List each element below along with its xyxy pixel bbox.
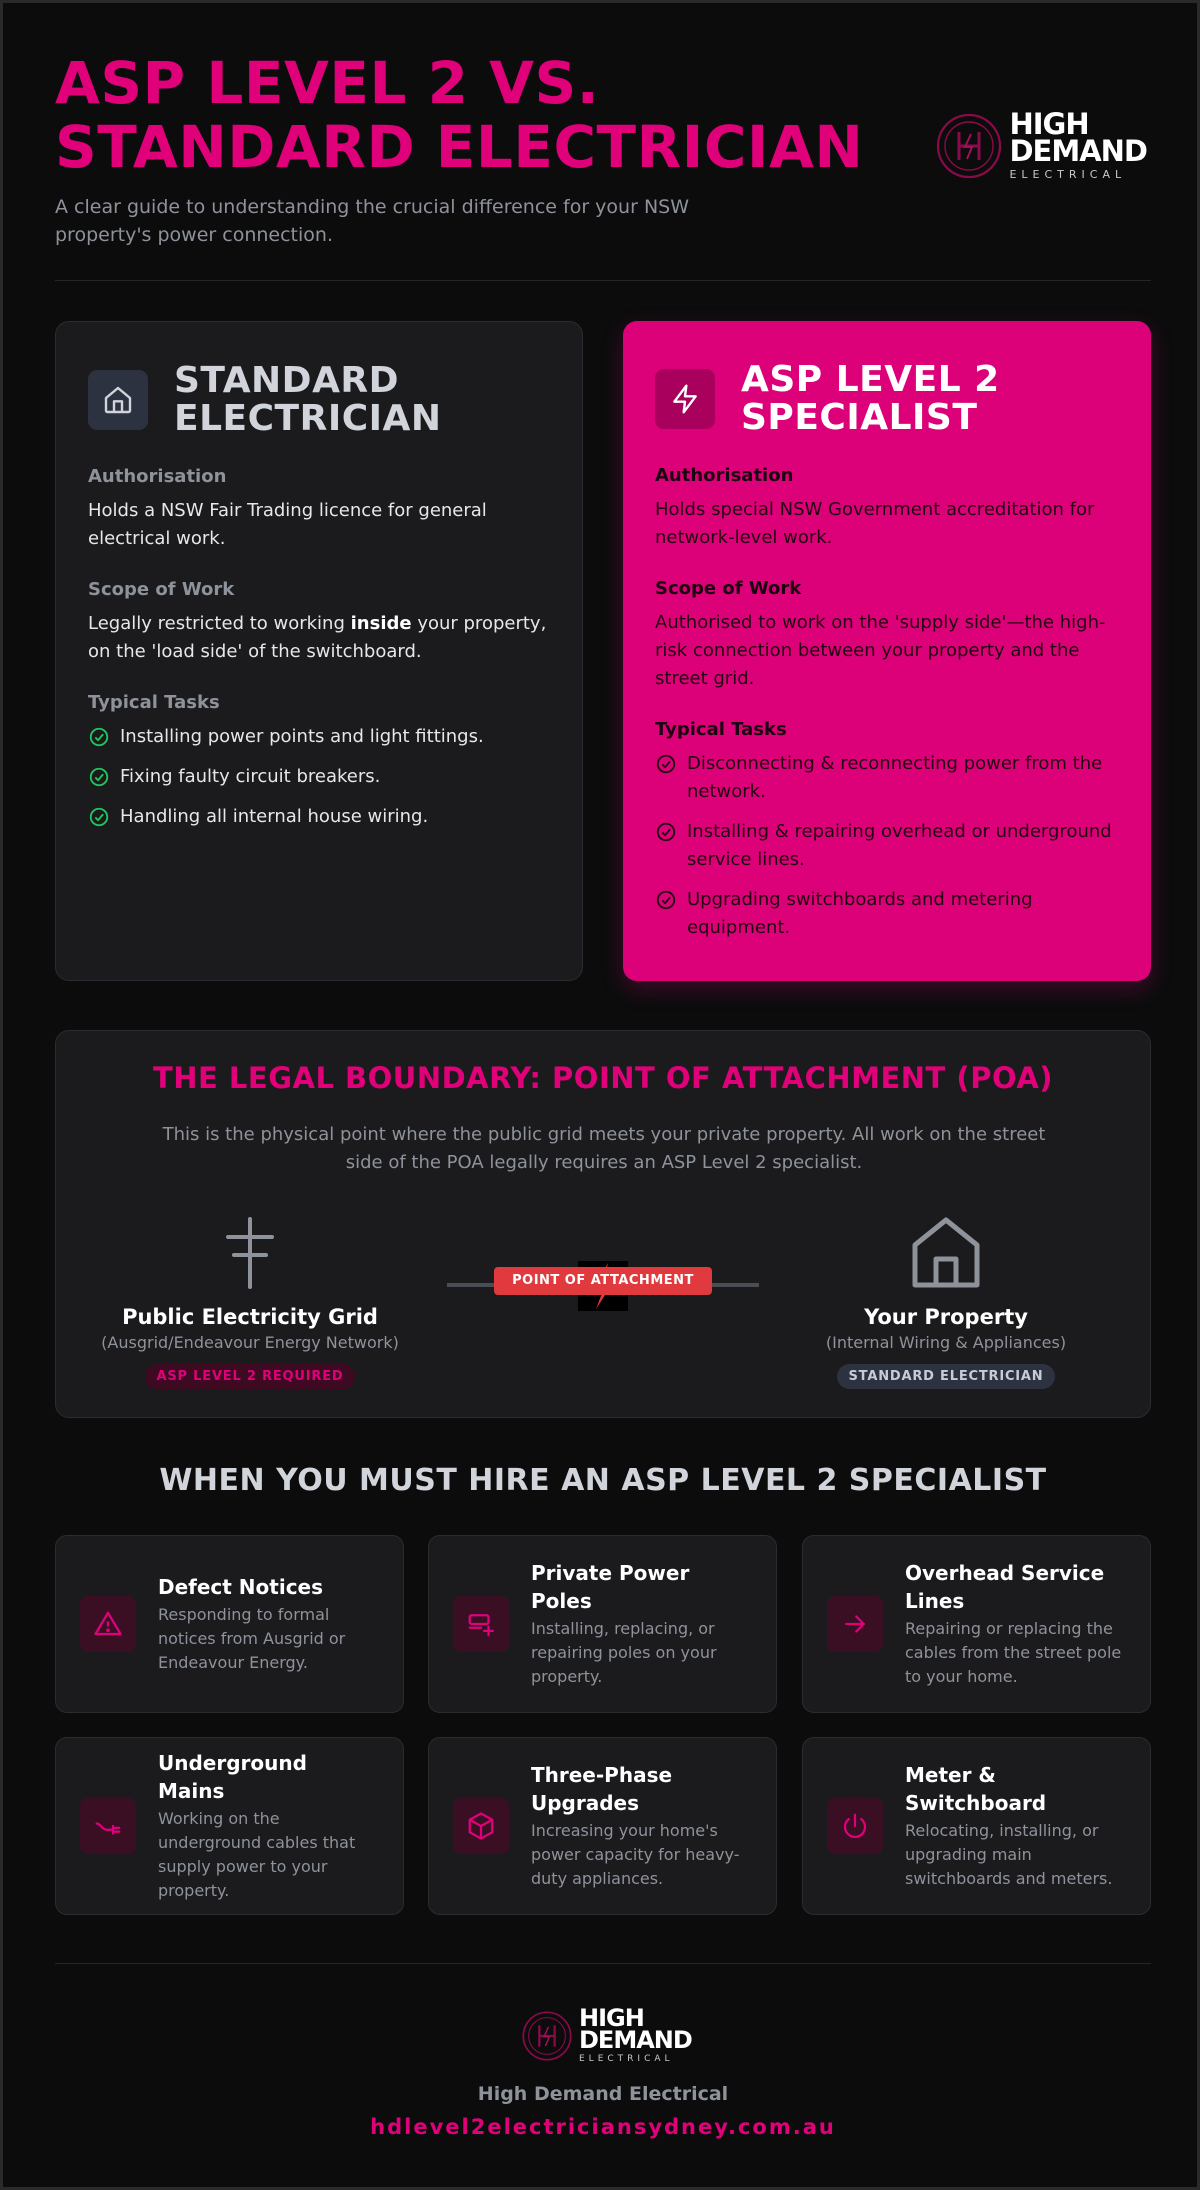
hire-item-three-phase-upgrades [428, 1737, 777, 1915]
task-text: Handling all internal house wiring. [120, 806, 429, 827]
tile-title: Meter & Switchboard [905, 1763, 1047, 1815]
scope-text-emphasis: inside [350, 613, 412, 634]
tile-description: Installing, replacing, or repairing poles on your property. [531, 1619, 717, 1686]
hire-section-title: WHEN YOU MUST HIRE AN ASP LEVEL 2 SPECIALIST [159, 1463, 1047, 1498]
grid-subtitle: (Ausgrid/Endeavour Energy Network) [101, 1333, 399, 1352]
check-circle-icon [88, 806, 110, 828]
check-circle-icon [88, 766, 110, 788]
grid-name: Public Electricity Grid [122, 1305, 378, 1329]
list-item [655, 886, 1119, 942]
poa-title: THE LEGAL BOUNDARY: POINT OF ATTACHMENT (POA) [152, 1061, 1054, 1095]
card-title [174, 362, 442, 438]
scope-text [88, 610, 550, 666]
list-item [655, 818, 1119, 874]
task-text: Upgrading switchboards and metering equipment. [687, 889, 1033, 938]
scope-text: Authorised to work on the 'supply side'—the high-risk connection between your property and the street grid. [655, 612, 1106, 689]
power-pole-plus-icon [453, 1596, 509, 1652]
house-icon [88, 370, 148, 430]
page-subtitle: A clear guide to understanding the crucial difference for your NSW property's power connection. [55, 196, 690, 246]
hire-item-defect-notices [55, 1535, 404, 1713]
power-icon [827, 1798, 883, 1854]
title-line-1: ASP LEVEL 2 VS. [55, 49, 600, 117]
logo-line-3: ELECTRICAL [1009, 168, 1127, 181]
card-header [88, 362, 550, 438]
house-icon [766, 1211, 1126, 1291]
task-list [655, 750, 1119, 942]
footer-company-name: High Demand Electrical [477, 2083, 729, 2105]
hire-item-meter-and-switchboard [802, 1737, 1151, 1915]
task-text: Installing & repairing overhead or underground service lines. [687, 821, 1112, 870]
logo-line-1: HIGH [1009, 107, 1089, 141]
task-text: Fixing faulty circuit breakers. [120, 766, 381, 787]
authorisation-text: Holds special NSW Government accreditation for network-level work. [655, 499, 1095, 548]
page-title [55, 51, 875, 179]
tile-title: Three-Phase Upgrades [531, 1763, 673, 1815]
logo-emblem-icon [521, 2010, 573, 2062]
check-circle-icon [655, 889, 677, 911]
property-subtitle: (Internal Wiring & Appliances) [825, 1333, 1067, 1352]
poa-description: This is the physical point where the public grid meets your private property. All work on the street side of the POA legally requires an ASP Level 2 specialist. [162, 1124, 1046, 1173]
footer-website-link[interactable]: hdlevel2electriciansydney.com.au [370, 2115, 836, 2139]
status-badge: ASP LEVEL 2 REQUIRED [145, 1364, 356, 1389]
typical-tasks-label: Typical Tasks [88, 692, 220, 713]
card-header [655, 361, 1119, 437]
check-circle-icon [655, 753, 677, 775]
authorisation-label: Authorisation [655, 465, 794, 486]
property-name: Your Property [864, 1305, 1028, 1329]
logo-line-3: ELECTRICAL [579, 2054, 674, 2064]
status-badge: STANDARD ELECTRICIAN [837, 1364, 1056, 1389]
arrow-right-icon [827, 1596, 883, 1652]
logo-line-2: DEMAND [1009, 134, 1147, 168]
warning-triangle-icon [80, 1596, 136, 1652]
tile-description: Relocating, installing, or upgrading main switchboards and meters. [905, 1821, 1113, 1888]
footer-divider [55, 1963, 1151, 1964]
your-property-side [766, 1211, 1126, 1389]
tile-title: Underground Mains [158, 1751, 307, 1803]
logo-wordmark [1009, 107, 1147, 181]
card-title-line-1: STANDARD [174, 360, 400, 401]
list-item [88, 763, 550, 791]
page-header [55, 51, 1151, 281]
tile-description: Repairing or replacing the cables from the street pole to your home. [905, 1619, 1122, 1686]
hire-item-overhead-service-lines [802, 1535, 1151, 1713]
scope-text-pre: Legally restricted to working [88, 613, 351, 634]
list-item [88, 723, 550, 751]
authorisation-label: Authorisation [88, 466, 227, 487]
task-text: Installing power points and light fittings. [120, 726, 484, 747]
scope-text-post: your property, on the 'load side' of the switchboard. [88, 613, 547, 662]
title-line-2: STANDARD ELECTRICIAN [55, 113, 864, 181]
public-grid-side [70, 1211, 430, 1389]
task-list [88, 723, 550, 831]
tile-description: Increasing your home's power capacity for heavy-duty appliances. [531, 1821, 740, 1888]
asp-level-2-card [623, 321, 1151, 981]
card-title-line-2: SPECIALIST [741, 397, 978, 438]
cable-icon [80, 1798, 136, 1854]
card-title-line-2: ELECTRICIAN [174, 398, 442, 439]
typical-tasks-label: Typical Tasks [655, 719, 787, 740]
header-divider [55, 280, 1151, 281]
scope-label: Scope of Work [88, 579, 235, 600]
brand-logo [935, 107, 1147, 181]
footer-logo [521, 2004, 692, 2064]
point-of-attachment-section [55, 1030, 1151, 1418]
authorisation-text: Holds a NSW Fair Trading licence for general electrical work. [88, 500, 487, 549]
power-pole-icon [70, 1211, 430, 1291]
tile-description: Responding to formal notices from Ausgrid or Endeavour Energy. [158, 1605, 346, 1672]
list-item [655, 750, 1119, 806]
card-title-line-1: ASP LEVEL 2 [741, 359, 1000, 400]
tile-title: Defect Notices [158, 1575, 324, 1599]
card-title [741, 361, 1000, 437]
check-circle-icon [88, 726, 110, 748]
check-circle-icon [655, 821, 677, 843]
logo-wordmark [579, 2004, 692, 2064]
task-text: Disconnecting & reconnecting power from the network. [687, 753, 1103, 802]
logo-emblem-icon [935, 112, 1003, 180]
logo-line-1: HIGH [579, 2004, 644, 2032]
cube-icon [453, 1798, 509, 1854]
standard-electrician-card [55, 321, 583, 981]
tile-title: Overhead Service Lines [905, 1561, 1105, 1613]
lightning-bolt-icon [655, 369, 715, 429]
tile-title: Private Power Poles [531, 1561, 690, 1613]
hire-item-private-power-poles [428, 1535, 777, 1713]
scope-label: Scope of Work [655, 578, 802, 599]
tile-description: Working on the underground cables that supply power to your property. [158, 1809, 356, 1900]
logo-line-2: DEMAND [579, 2026, 692, 2054]
point-of-attachment-chip: POINT OF ATTACHMENT [494, 1267, 712, 1295]
hire-item-underground-mains [55, 1737, 404, 1915]
list-item [88, 803, 550, 831]
